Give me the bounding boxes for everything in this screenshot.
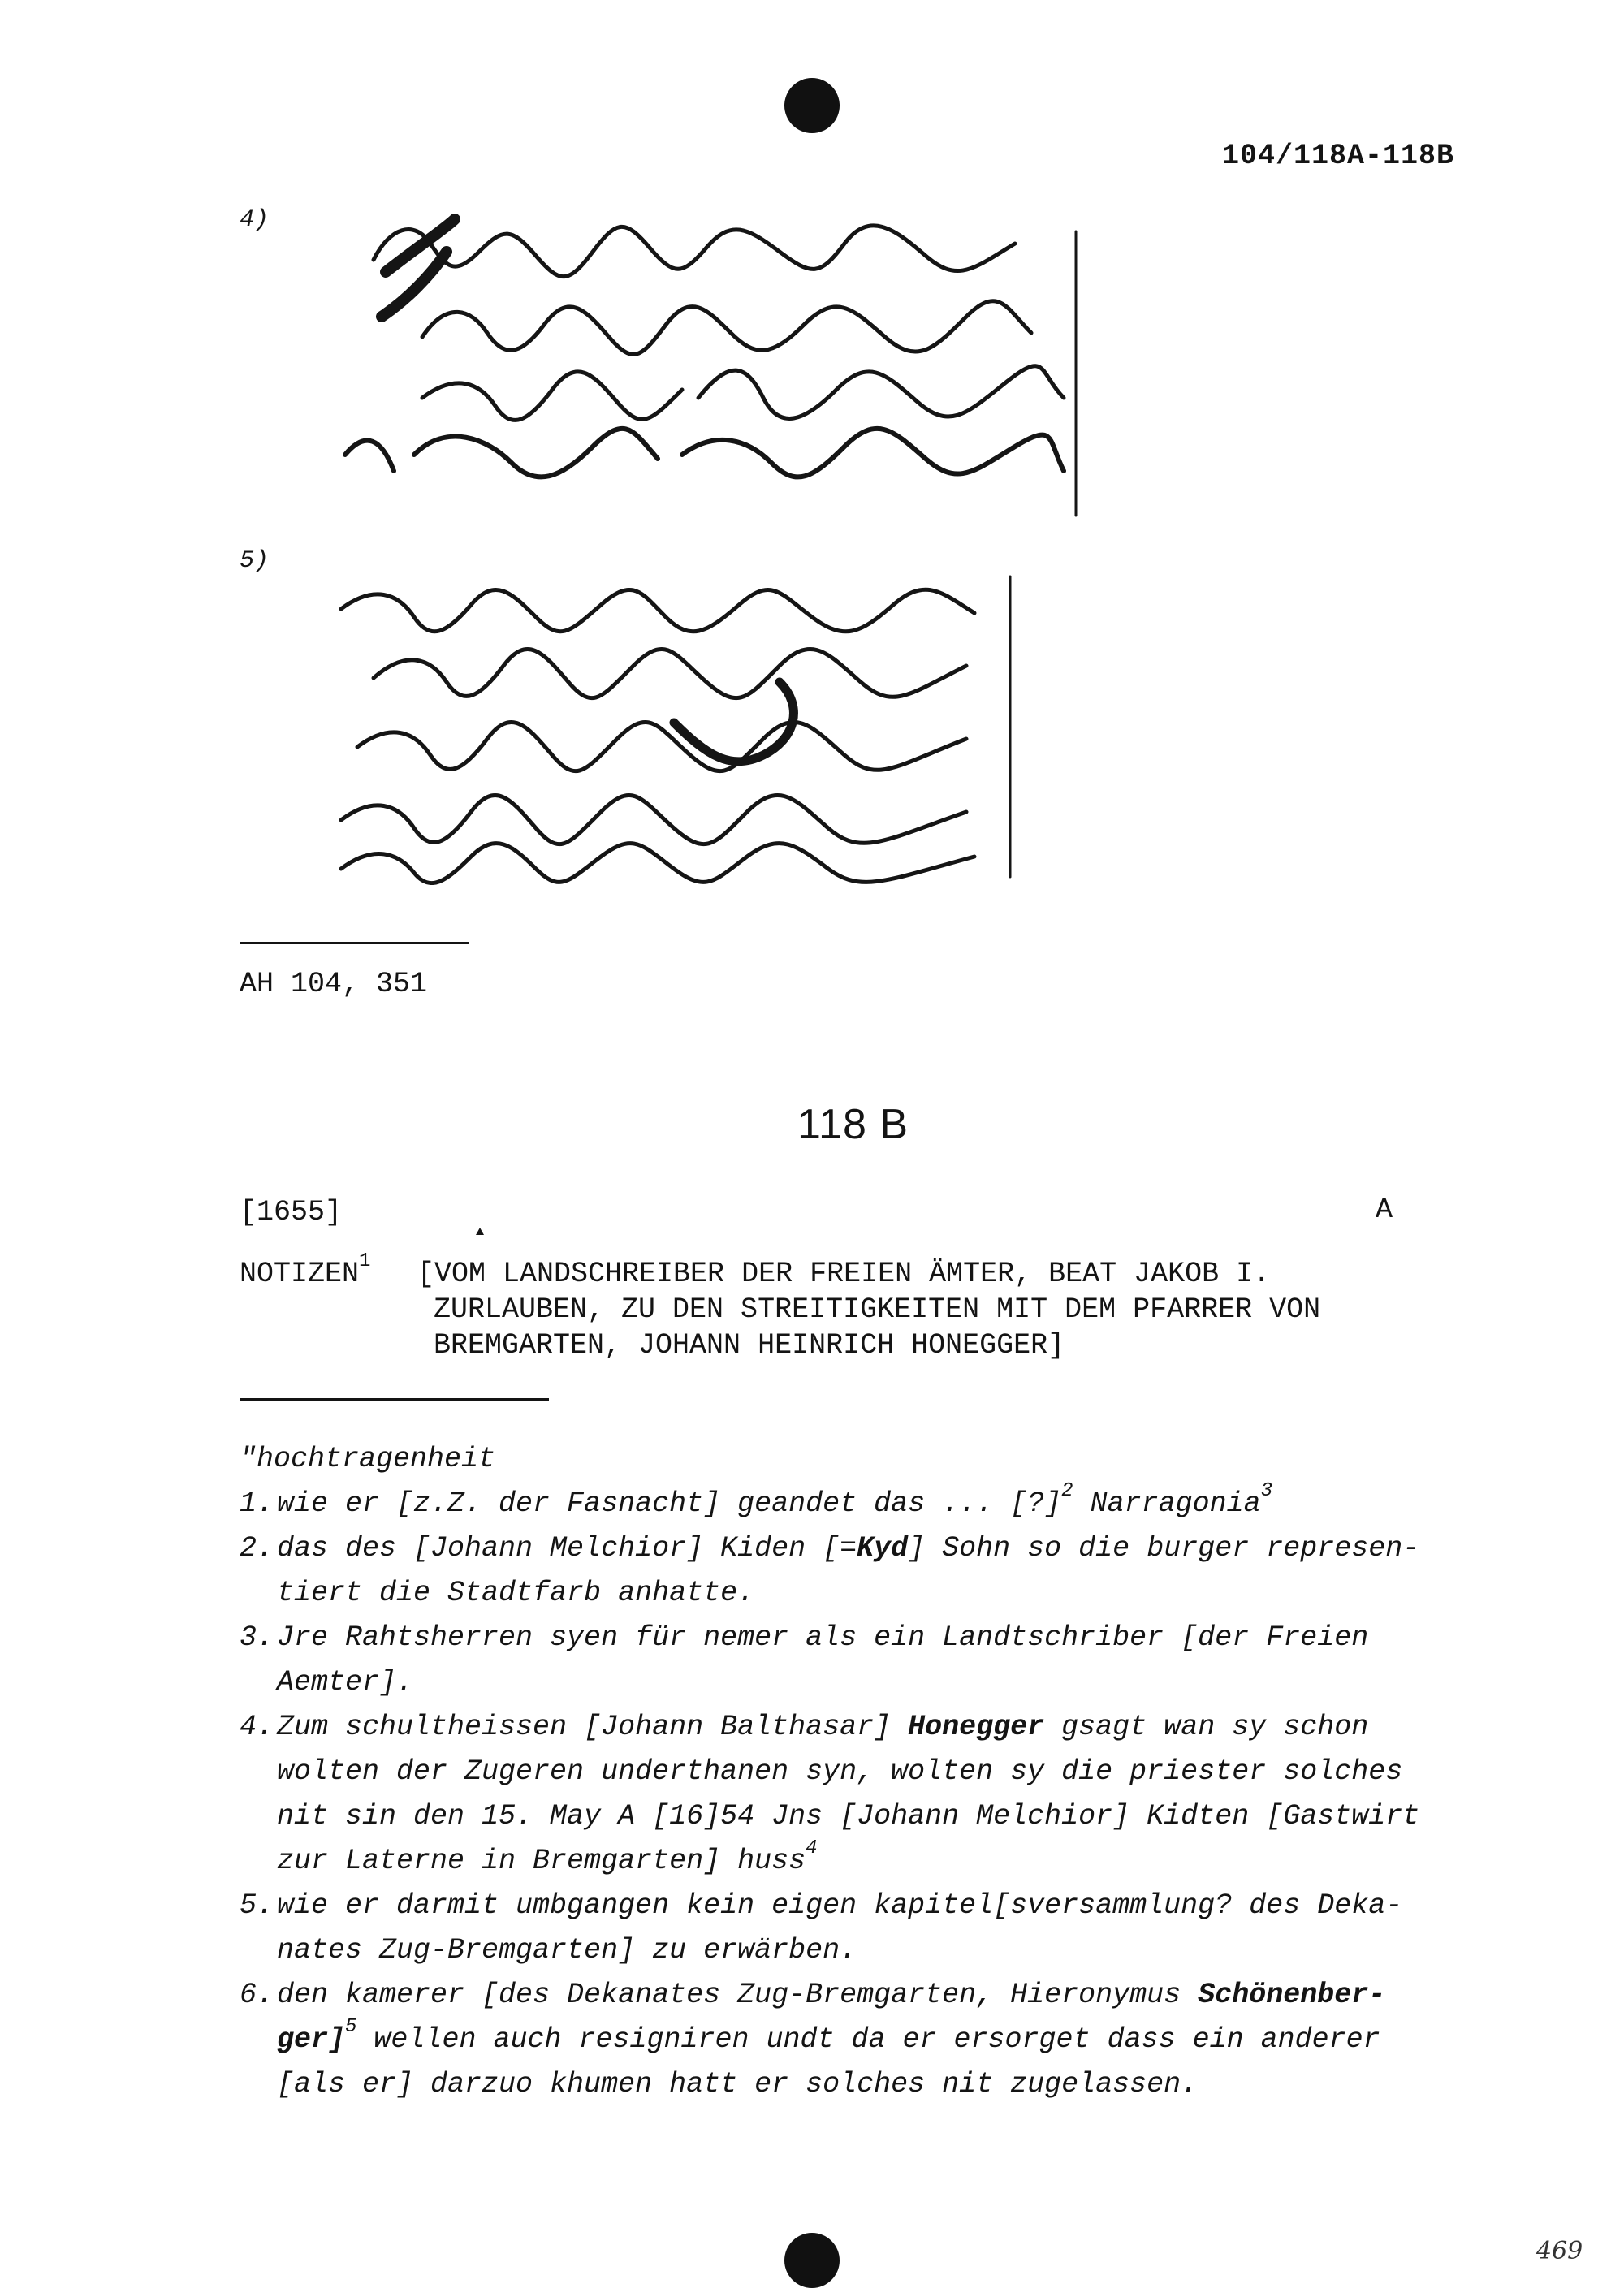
list-item [240,1884,1490,1973]
document-title [417,1256,1320,1363]
item-text: Jre Rahtsherren syen für nemer als ein Landtschriber [der Freien [277,1621,1369,1654]
item-number: 4. [240,1711,274,1743]
item-text-bold: ger] [277,2023,346,2056]
item-text-bold: Schönenber- [1198,1979,1386,2011]
list-item [240,1482,1490,1526]
item-text: [als er] darzuo khumen hatt er solches nit zugelassen. [277,2068,1199,2100]
footnote-marker: 2 [1061,1480,1073,1503]
item-text: den kamerer [des Dekanates Zug-Bremgarten, Hieronymus [277,1979,1199,2011]
item-text: tiert die Stadtfarb anhatte. [277,1577,755,1609]
handwriting-excerpt-5 [325,560,1023,885]
item-text: nit sin den 15. May A [16]54 Jns [Johann Melchior] Kidten [Gastwirt [277,1800,1420,1833]
list-item [240,1526,1490,1616]
footnote-marker: 4 [806,1837,818,1860]
source-reference: AH 104, 351 [240,968,428,1000]
item-text-bold: Kyd [857,1532,909,1565]
caret-mark [476,1228,484,1235]
item-number: 2. [240,1532,274,1565]
item-text: Zum schultheissen [Johann Balthasar] [277,1711,909,1743]
item-text-bold: Honegger [908,1711,1045,1743]
item-text: wie er darmit umbgangen kein eigen kapitel[sversammlung? des Deka- [277,1889,1403,1922]
footnote-marker: 1 [359,1250,371,1273]
footnote-marker: 5 [345,2016,357,2039]
divider-rule [240,1398,549,1401]
item-text: wolten der Zugeren underthanen syn, wolten sy die priester solches [277,1755,1403,1788]
divider-rule [240,942,469,944]
item-number: 5. [240,1889,274,1922]
notes-intro: "hochtragenheit [240,1443,496,1475]
footnote-marker: 3 [1260,1480,1273,1503]
title-head-text: NOTIZEN [240,1258,360,1290]
title-line: [VOM LANDSCHREIBER DER FREIEN ÄMTER, BEAT JAKOB I. [417,1258,1271,1290]
item-number: 1. [240,1487,274,1520]
document-title-head [240,1250,371,1292]
excerpt-label-5: 5) [240,547,270,575]
item-text: nates Zug-Bremgarten] zu erwärben. [277,1934,857,1966]
item-number: 3. [240,1621,274,1654]
item-text: gsagt wan sy schon [1044,1711,1369,1743]
list-item [240,1973,1490,2107]
title-line: BREMGARTEN, JOHANN HEINRICH HONEGGER] [434,1329,1065,1362]
excerpt-label-4: 4) [240,206,270,234]
handwriting-excerpt-4 [325,195,1088,520]
document-number: 118 B [797,1101,909,1148]
document-date: [1655] [240,1196,343,1228]
list-item [240,1616,1490,1705]
handwritten-page-mark: 469 [1536,2237,1583,2265]
item-text: ] Sohn so die burger represen- [908,1532,1420,1565]
notes-list [240,1482,1490,2107]
punch-hole-bottom [784,2233,840,2288]
item-text: Aemter]. [277,1666,414,1699]
item-text: wie er [z.Z. der Fasnacht] geandet das ... [?] [277,1487,1062,1520]
item-number: 6. [240,1979,274,2011]
item-text: zur Laterne in Bremgarten] huss [277,1845,806,1877]
punch-hole-top [784,78,840,133]
list-item [240,1705,1490,1884]
title-line: ZURLAUBEN, ZU DEN STREITIGKEITEN MIT DEM PFARRER VON [434,1293,1321,1326]
document-letter: A [1376,1194,1393,1226]
item-text: Narragonia [1073,1487,1261,1520]
archive-reference: 104/118A-118B [1222,140,1455,172]
item-text: wellen auch resigniren undt da er ersorget dass ein anderer [356,2023,1380,2056]
item-text: das des [Johann Melchior] Kiden [= [277,1532,857,1565]
